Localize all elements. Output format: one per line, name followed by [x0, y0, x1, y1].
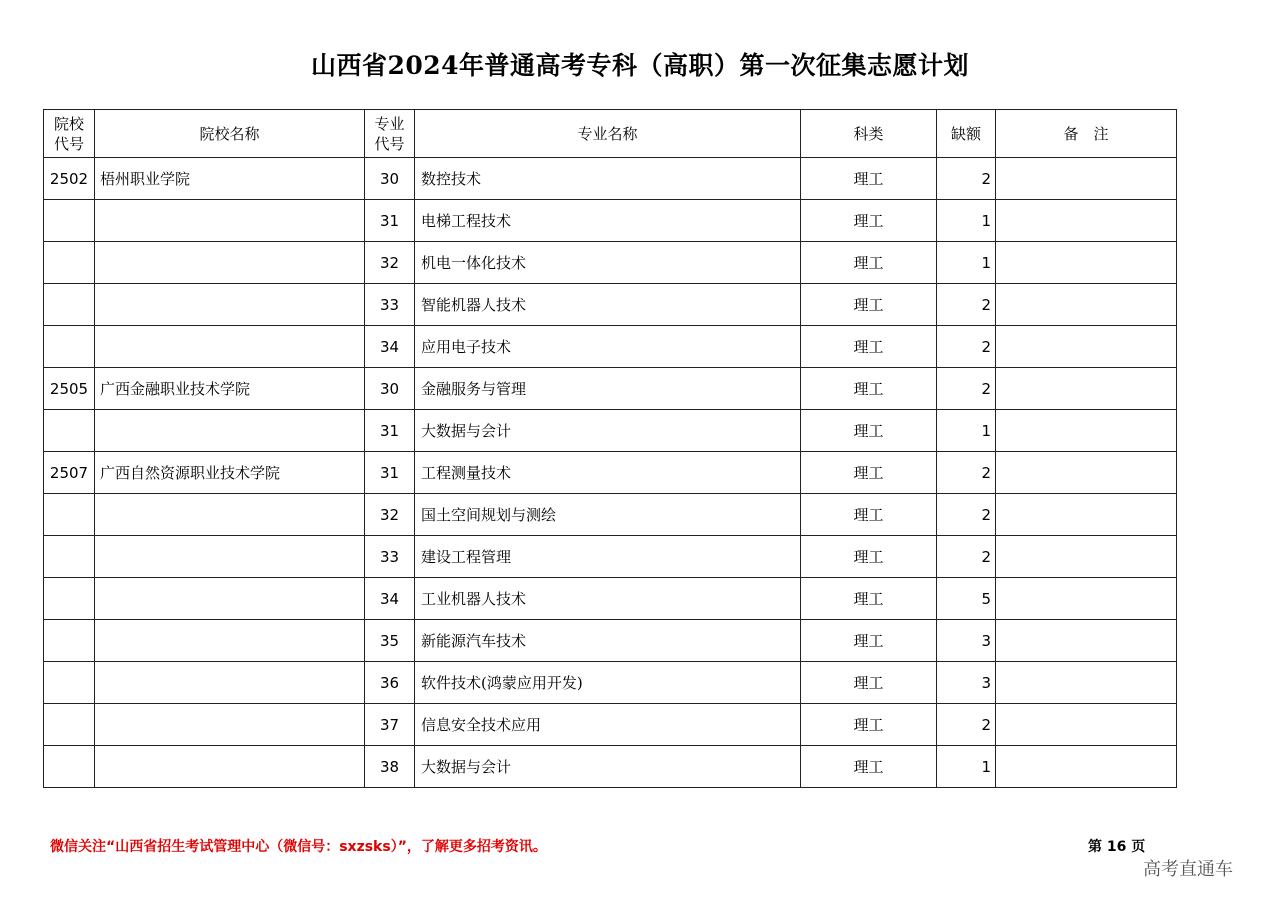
cell-vacancy: 2 — [937, 536, 996, 578]
cell-category: 理工 — [801, 662, 937, 704]
cell-school-code — [44, 410, 95, 452]
cell-category: 理工 — [801, 578, 937, 620]
cell-major-name: 工业机器人技术 — [415, 578, 801, 620]
cell-school-code — [44, 746, 95, 788]
cell-school-name — [95, 200, 365, 242]
table-row — [44, 410, 1177, 452]
table-row — [44, 368, 1177, 410]
cell-major-name: 新能源汽车技术 — [415, 620, 801, 662]
table-row — [44, 200, 1177, 242]
cell-category: 理工 — [801, 200, 937, 242]
table-row — [44, 326, 1177, 368]
wechat-notice: 微信关注“山西省招生考试管理中心（微信号：sxzsks）”，了解更多招考资讯。 — [50, 839, 547, 855]
cell-vacancy: 1 — [937, 242, 996, 284]
cell-major-name: 大数据与会计 — [415, 746, 801, 788]
cell-category: 理工 — [801, 494, 937, 536]
cell-category: 理工 — [801, 410, 937, 452]
cell-major-name: 工程测量技术 — [415, 452, 801, 494]
cell-school-name — [95, 746, 365, 788]
cell-major-name: 信息安全技术应用 — [415, 704, 801, 746]
header-major-code-line2: 代号 — [374, 134, 405, 153]
cell-major-code: 31 — [365, 200, 415, 242]
table-row — [44, 536, 1177, 578]
header-school-code-line1: 院校 — [53, 114, 84, 133]
cell-note — [996, 536, 1177, 578]
cell-vacancy: 1 — [937, 410, 996, 452]
cell-vacancy: 2 — [937, 704, 996, 746]
cell-major-name: 智能机器人技术 — [415, 284, 801, 326]
cell-category: 理工 — [801, 620, 937, 662]
cell-note — [996, 704, 1177, 746]
cell-school-name: 广西自然资源职业技术学院 — [95, 452, 365, 494]
cell-major-code: 36 — [365, 662, 415, 704]
cell-school-code — [44, 662, 95, 704]
cell-major-name: 机电一体化技术 — [415, 242, 801, 284]
table-row — [44, 242, 1177, 284]
cell-major-name: 应用电子技术 — [415, 326, 801, 368]
cell-vacancy: 5 — [937, 578, 996, 620]
cell-major-code: 34 — [365, 326, 415, 368]
cell-vacancy: 3 — [937, 662, 996, 704]
cell-major-code: 33 — [365, 284, 415, 326]
cell-major-name: 金融服务与管理 — [415, 368, 801, 410]
cell-major-code: 34 — [365, 578, 415, 620]
table-row — [44, 620, 1177, 662]
cell-school-name — [95, 620, 365, 662]
header-school-code — [44, 110, 95, 158]
cell-vacancy: 2 — [937, 158, 996, 200]
cell-major-code: 31 — [365, 452, 415, 494]
cell-school-code — [44, 620, 95, 662]
cell-school-code: 2507 — [44, 452, 95, 494]
cell-major-name: 大数据与会计 — [415, 410, 801, 452]
cell-school-code — [44, 242, 95, 284]
cell-school-name — [95, 242, 365, 284]
cell-school-code — [44, 578, 95, 620]
cell-note — [996, 200, 1177, 242]
cell-vacancy: 2 — [937, 326, 996, 368]
cell-school-code — [44, 704, 95, 746]
cell-major-code: 32 — [365, 242, 415, 284]
cell-note — [996, 410, 1177, 452]
page-title: 山西省2024年普通高考专科（高职）第一次征集志愿计划 — [310, 51, 970, 80]
cell-note — [996, 452, 1177, 494]
cell-major-code: 32 — [365, 494, 415, 536]
cell-note — [996, 284, 1177, 326]
header-major-code — [365, 110, 415, 158]
cell-category: 理工 — [801, 368, 937, 410]
cell-category: 理工 — [801, 158, 937, 200]
cell-school-name — [95, 578, 365, 620]
cell-major-code: 30 — [365, 158, 415, 200]
cell-category: 理工 — [801, 326, 937, 368]
cell-vacancy: 3 — [937, 620, 996, 662]
cell-major-code: 30 — [365, 368, 415, 410]
watermark-text: 高考直通车 — [1143, 859, 1233, 880]
cell-school-code — [44, 200, 95, 242]
cell-school-name: 梧州职业学院 — [95, 158, 365, 200]
cell-major-name: 电梯工程技术 — [415, 200, 801, 242]
cell-category: 理工 — [801, 452, 937, 494]
table-header-row — [44, 110, 1177, 158]
table-row — [44, 578, 1177, 620]
cell-school-name — [95, 494, 365, 536]
cell-school-code — [44, 536, 95, 578]
cell-major-name: 国土空间规划与测绘 — [415, 494, 801, 536]
cell-school-code — [44, 284, 95, 326]
cell-vacancy: 2 — [937, 284, 996, 326]
cell-major-name: 数控技术 — [415, 158, 801, 200]
table-row — [44, 284, 1177, 326]
cell-note — [996, 578, 1177, 620]
cell-note — [996, 326, 1177, 368]
cell-major-name: 软件技术(鸿蒙应用开发) — [415, 662, 801, 704]
cell-note — [996, 242, 1177, 284]
cell-note — [996, 620, 1177, 662]
cell-category: 理工 — [801, 284, 937, 326]
header-major-code-line1: 专业 — [374, 114, 405, 133]
cell-note — [996, 746, 1177, 788]
cell-category: 理工 — [801, 746, 937, 788]
cell-vacancy: 1 — [937, 200, 996, 242]
cell-category: 理工 — [801, 536, 937, 578]
cell-major-code: 35 — [365, 620, 415, 662]
cell-school-name — [95, 704, 365, 746]
header-major-name: 专业名称 — [415, 110, 801, 158]
enrollment-plan-table — [43, 109, 1177, 788]
cell-major-name: 建设工程管理 — [415, 536, 801, 578]
cell-note — [996, 494, 1177, 536]
cell-major-code: 31 — [365, 410, 415, 452]
table-row — [44, 158, 1177, 200]
cell-school-name: 广西金融职业技术学院 — [95, 368, 365, 410]
page-number: 第 16 页 — [1088, 839, 1146, 855]
cell-category: 理工 — [801, 242, 937, 284]
cell-vacancy: 2 — [937, 452, 996, 494]
cell-school-name — [95, 410, 365, 452]
cell-vacancy: 2 — [937, 368, 996, 410]
cell-school-name — [95, 662, 365, 704]
cell-note — [996, 662, 1177, 704]
cell-vacancy: 2 — [937, 494, 996, 536]
cell-school-name — [95, 536, 365, 578]
cell-school-name — [95, 284, 365, 326]
cell-school-code — [44, 494, 95, 536]
header-note: 备 注 — [996, 110, 1177, 158]
cell-school-code: 2502 — [44, 158, 95, 200]
cell-category: 理工 — [801, 704, 937, 746]
cell-vacancy: 1 — [937, 746, 996, 788]
table-row — [44, 452, 1177, 494]
header-school-name: 院校名称 — [95, 110, 365, 158]
cell-school-code — [44, 326, 95, 368]
cell-school-code: 2505 — [44, 368, 95, 410]
cell-note — [996, 158, 1177, 200]
cell-major-code: 38 — [365, 746, 415, 788]
header-school-code-line2: 代号 — [53, 134, 84, 153]
cell-major-code: 37 — [365, 704, 415, 746]
header-category: 科类 — [801, 110, 937, 158]
table-row — [44, 704, 1177, 746]
header-vacancy: 缺额 — [937, 110, 996, 158]
table-row — [44, 494, 1177, 536]
cell-major-code: 33 — [365, 536, 415, 578]
table-row — [44, 662, 1177, 704]
table-row — [44, 746, 1177, 788]
cell-school-name — [95, 326, 365, 368]
cell-note — [996, 368, 1177, 410]
